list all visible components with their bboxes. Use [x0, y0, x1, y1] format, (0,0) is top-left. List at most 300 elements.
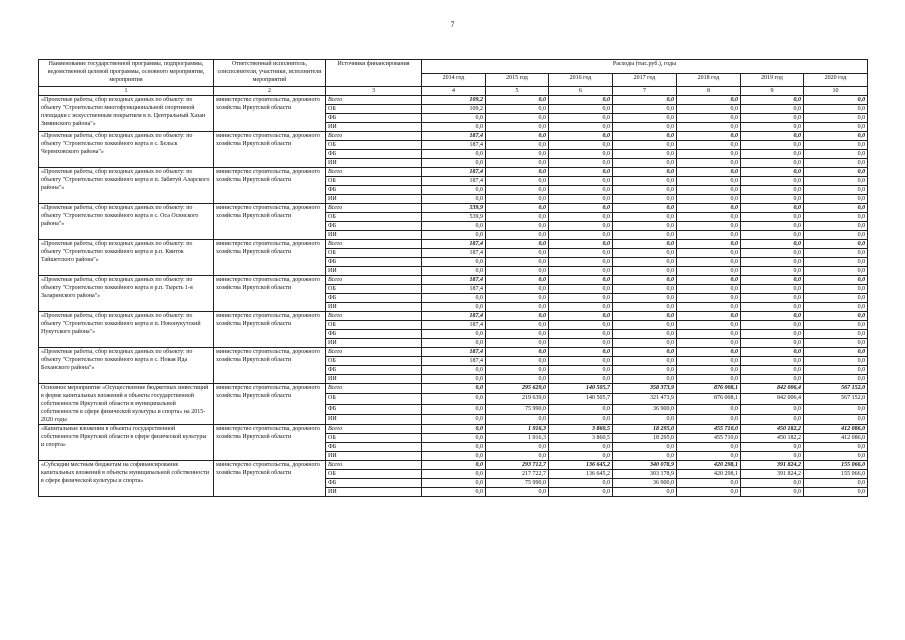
expense-value: 0,0: [677, 330, 741, 339]
column-number: 5: [486, 87, 549, 96]
expense-value: 0,0: [741, 213, 804, 222]
table-row: [39, 461, 868, 470]
header-year: 2016 год: [549, 74, 613, 87]
measure-name: «Проектные работы, сбор исходных данных по объекту: по объекту "Строительство хоккейного корта в р.п. Тырєть 1-я Заларинского района"»: [39, 276, 214, 312]
expense-value: 0,0: [549, 303, 613, 312]
expense-value: 0,0: [486, 375, 549, 384]
expense-value: 0,0: [741, 249, 804, 258]
funding-source: ОБ: [326, 213, 422, 222]
expense-value: 0,0: [549, 213, 613, 222]
expense-value: 0,0: [549, 339, 613, 348]
expense-value: 0,0: [613, 452, 677, 461]
expense-value: 3 860,5: [549, 425, 613, 434]
expense-value: 0,0: [486, 123, 549, 132]
responsible-executor: министерство строительства, дорожного хозяйства Иркутской области: [214, 348, 326, 384]
expense-value: 0,0: [804, 222, 868, 231]
expense-value: 0,0: [741, 294, 804, 303]
expense-value: 0,0: [549, 177, 613, 186]
expense-value: 0,0: [549, 231, 613, 240]
funding-source: ОБ: [326, 321, 422, 330]
expense-value: 0,0: [422, 258, 486, 267]
expense-value: 0,0: [741, 443, 804, 452]
expense-value: 0,0: [677, 186, 741, 195]
expense-value: 0,0: [486, 366, 549, 375]
expense-value: 0,0: [486, 132, 549, 141]
expense-value: 109,2: [422, 96, 486, 105]
expense-value: 0,0: [613, 488, 677, 497]
expense-value: 0,0: [741, 330, 804, 339]
expense-value: 358 373,9: [613, 384, 677, 394]
funding-source: Всего: [326, 461, 422, 470]
expense-value: 0,0: [422, 231, 486, 240]
expense-value: 0,0: [804, 375, 868, 384]
funding-source: ИИ: [326, 488, 422, 497]
expense-value: 0,0: [741, 114, 804, 123]
expense-value: 0,0: [677, 240, 741, 249]
expense-value: 0,0: [486, 312, 549, 321]
expense-value: 0,0: [549, 258, 613, 267]
responsible-executor: министерство строительства, дорожного хозяйства Иркутской области: [214, 425, 326, 461]
expense-value: 0,0: [613, 366, 677, 375]
responsible-executor: министерство строительства, дорожного хозяйства Иркутской области: [214, 204, 326, 240]
responsible-executor: министерство строительства, дорожного хозяйства Иркутской области: [214, 461, 326, 497]
expense-value: 0,0: [486, 303, 549, 312]
expense-value: 0,0: [486, 285, 549, 294]
expense-value: 0,0: [677, 132, 741, 141]
expense-value: 0,0: [613, 222, 677, 231]
expense-value: 391 824,2: [741, 461, 804, 470]
table-row: [39, 168, 868, 177]
column-number: 7: [613, 87, 677, 96]
expense-value: 0,0: [804, 303, 868, 312]
expense-value: 0,0: [677, 303, 741, 312]
expense-value: 18 295,0: [613, 434, 677, 443]
expense-value: 0,0: [677, 339, 741, 348]
funding-source: Всего: [326, 312, 422, 321]
column-number: 8: [677, 87, 741, 96]
column-number: 6: [549, 87, 613, 96]
expense-value: 0,0: [741, 141, 804, 150]
expense-value: 420 298,1: [677, 461, 741, 470]
expense-value: 0,0: [741, 285, 804, 294]
expense-value: 0,0: [549, 168, 613, 177]
expense-value: 0,0: [613, 258, 677, 267]
expense-value: 0,0: [804, 96, 868, 105]
expense-value: 1 916,3: [486, 434, 549, 443]
expense-value: 0,0: [549, 195, 613, 204]
expense-value: 0,0: [804, 177, 868, 186]
expense-value: 0,0: [677, 404, 741, 414]
expense-value: 187,4: [422, 249, 486, 258]
funding-source: ФБ: [326, 150, 422, 159]
funding-source: ОБ: [326, 434, 422, 443]
table-row: [39, 348, 868, 357]
expense-value: 187,4: [422, 132, 486, 141]
table-row: [39, 425, 868, 434]
expense-value: 0,0: [804, 488, 868, 497]
expense-value: 0,0: [741, 96, 804, 105]
expense-value: 876 008,1: [677, 384, 741, 394]
header-year: 2014 год: [422, 74, 486, 87]
expense-value: 0,0: [804, 330, 868, 339]
expense-value: 0,0: [677, 285, 741, 294]
expense-value: 842 006,4: [741, 384, 804, 394]
funding-source: Всего: [326, 240, 422, 249]
expense-value: 0,0: [677, 231, 741, 240]
responsible-executor: министерство строительства, дорожного хозяйства Иркутской области: [214, 132, 326, 168]
expense-value: 455 710,0: [677, 425, 741, 434]
table-row: [39, 240, 868, 249]
expense-value: 0,0: [677, 267, 741, 276]
funding-source: ФБ: [326, 330, 422, 339]
expense-value: 0,0: [804, 132, 868, 141]
expense-value: 0,0: [677, 195, 741, 204]
responsible-executor: министерство строительства, дорожного хозяйства Иркутской области: [214, 240, 326, 276]
expense-value: 420 298,1: [677, 470, 741, 479]
expense-value: 0,0: [613, 195, 677, 204]
expense-value: 0,0: [613, 414, 677, 424]
expense-value: 187,4: [422, 312, 486, 321]
expense-value: 0,0: [422, 150, 486, 159]
funding-source: ИИ: [326, 231, 422, 240]
expense-value: 0,0: [613, 303, 677, 312]
expense-value: 0,0: [486, 294, 549, 303]
expense-value: 0,0: [422, 375, 486, 384]
expense-value: 0,0: [804, 213, 868, 222]
funding-source: ИИ: [326, 123, 422, 132]
column-numbers-row: [39, 87, 868, 96]
expense-value: 0,0: [804, 186, 868, 195]
expense-value: 0,0: [741, 105, 804, 114]
expense-value: 0,0: [549, 294, 613, 303]
expense-value: 219 639,0: [486, 394, 549, 404]
expense-value: 0,0: [741, 123, 804, 132]
funding-source: ИИ: [326, 159, 422, 168]
expense-value: 0,0: [422, 114, 486, 123]
expense-value: 0,0: [677, 249, 741, 258]
expense-value: 0,0: [677, 159, 741, 168]
expense-value: 0,0: [422, 461, 486, 470]
expense-value: 0,0: [613, 105, 677, 114]
expense-value: 0,0: [549, 105, 613, 114]
expense-value: 0,0: [549, 285, 613, 294]
expense-value: 0,0: [422, 195, 486, 204]
column-number: 3: [326, 87, 422, 96]
expense-value: 0,0: [804, 267, 868, 276]
expense-value: 0,0: [422, 267, 486, 276]
expense-value: 0,0: [804, 123, 868, 132]
expense-value: 0,0: [804, 414, 868, 424]
expense-value: 0,0: [613, 204, 677, 213]
funding-source: ФБ: [326, 258, 422, 267]
expense-value: 0,0: [549, 404, 613, 414]
expenditure-table: [38, 59, 868, 497]
expense-value: 0,0: [613, 249, 677, 258]
header-expenses: Расходы (тыс.руб.), годы: [422, 60, 868, 74]
expense-value: 567 152,0: [804, 384, 868, 394]
expense-value: 0,0: [804, 452, 868, 461]
header-year: 2017 год: [613, 74, 677, 87]
funding-source: ОБ: [326, 177, 422, 186]
expense-value: 0,0: [677, 177, 741, 186]
expense-value: 0,0: [486, 357, 549, 366]
expense-value: 0,0: [677, 414, 741, 424]
expense-value: 0,0: [804, 404, 868, 414]
expense-value: 0,0: [804, 339, 868, 348]
expense-value: 0,0: [549, 141, 613, 150]
expense-value: 217 722,7: [486, 470, 549, 479]
expense-value: 0,0: [422, 303, 486, 312]
expense-value: 0,0: [613, 240, 677, 249]
expense-value: 155 066,0: [804, 461, 868, 470]
funding-source: ИИ: [326, 375, 422, 384]
expense-value: 0,0: [677, 348, 741, 357]
funding-source: ФБ: [326, 404, 422, 414]
expense-value: 0,0: [613, 443, 677, 452]
table-row: [39, 96, 868, 105]
funding-source: ИИ: [326, 339, 422, 348]
funding-source: ИИ: [326, 414, 422, 424]
expense-value: 0,0: [486, 267, 549, 276]
funding-source: ИИ: [326, 452, 422, 461]
expense-value: 412 086,0: [804, 434, 868, 443]
measure-name: «Проектные работы, сбор исходных данных по объекту: по объекту "Строительство многофункциональной спортивной площадки с искусственным покрытием в п. Центральный Хазан Зиминского района"»: [39, 96, 214, 132]
expense-value: 0,0: [486, 488, 549, 497]
expense-value: 0,0: [422, 123, 486, 132]
expense-value: 0,0: [741, 414, 804, 424]
expense-value: 0,0: [677, 479, 741, 488]
measure-name: «Проектные работы, сбор исходных данных по объекту: по объекту "Строительство хоккейного корта в п. Забитуй Аларского района"»: [39, 168, 214, 204]
expense-value: 0,0: [741, 366, 804, 375]
expense-value: 0,0: [804, 249, 868, 258]
expense-value: 0,0: [486, 339, 549, 348]
expense-value: 0,0: [677, 150, 741, 159]
table-row: [39, 132, 868, 141]
expense-value: 0,0: [422, 414, 486, 424]
expense-value: 0,0: [677, 105, 741, 114]
measure-name: «Проектные работы, сбор исходных данных по объекту: по объекту "Строительство хоккейного корта в п. Новонукутский Нукутского района"»: [39, 312, 214, 348]
expense-value: 450 182,2: [741, 425, 804, 434]
expense-value: 0,0: [486, 240, 549, 249]
header-responsible: Ответственный исполнитель, соисполнители, участники, исполнители мероприятий: [214, 60, 326, 87]
expense-value: 0,0: [486, 276, 549, 285]
measure-name: «Капитальные вложения в объекты государственной собственности Иркутской области в сфере физической культуры и спорта»: [39, 425, 214, 461]
expense-value: 0,0: [804, 294, 868, 303]
expense-value: 0,0: [613, 186, 677, 195]
expense-value: 0,0: [422, 330, 486, 339]
funding-source: Всего: [326, 96, 422, 105]
expense-value: 293 712,7: [486, 461, 549, 470]
expense-value: 0,0: [549, 186, 613, 195]
expense-value: 0,0: [741, 348, 804, 357]
expense-value: 0,0: [613, 267, 677, 276]
expense-value: 0,0: [613, 168, 677, 177]
expense-value: 0,0: [422, 479, 486, 488]
expense-value: 0,0: [741, 195, 804, 204]
expense-value: 0,0: [741, 258, 804, 267]
expense-value: 0,0: [804, 105, 868, 114]
expense-value: 0,0: [422, 222, 486, 231]
expense-value: 0,0: [613, 150, 677, 159]
funding-source: Всего: [326, 204, 422, 213]
expense-value: 0,0: [549, 452, 613, 461]
expense-value: 0,0: [549, 348, 613, 357]
expense-value: 0,0: [549, 375, 613, 384]
expense-value: 0,0: [486, 321, 549, 330]
expense-value: 0,0: [549, 204, 613, 213]
table-row: [39, 204, 868, 213]
expense-value: 75 990,0: [486, 479, 549, 488]
column-number: 9: [741, 87, 804, 96]
funding-source: ОБ: [326, 357, 422, 366]
expense-value: 0,0: [422, 443, 486, 452]
table-row: [39, 384, 868, 394]
expense-value: 187,4: [422, 357, 486, 366]
expense-value: 0,0: [613, 285, 677, 294]
expense-value: 0,0: [677, 488, 741, 497]
expense-value: 295 629,0: [486, 384, 549, 394]
expense-value: 187,4: [422, 276, 486, 285]
expense-value: 539,9: [422, 204, 486, 213]
expense-value: 303 178,9: [613, 470, 677, 479]
expense-value: 0,0: [486, 177, 549, 186]
funding-source: ОБ: [326, 470, 422, 479]
header-funding-source: Источники финансирования: [326, 60, 422, 87]
column-number: 10: [804, 87, 868, 96]
expense-value: 0,0: [613, 177, 677, 186]
expense-value: 0,0: [804, 348, 868, 357]
expense-value: 3 860,5: [549, 434, 613, 443]
expense-value: 0,0: [422, 434, 486, 443]
expense-value: 0,0: [486, 141, 549, 150]
expense-value: 0,0: [613, 213, 677, 222]
expense-value: 0,0: [486, 114, 549, 123]
expense-value: 0,0: [804, 204, 868, 213]
expense-value: 0,0: [804, 321, 868, 330]
expense-value: 0,0: [613, 231, 677, 240]
expense-value: 0,0: [549, 414, 613, 424]
expense-value: 0,0: [741, 339, 804, 348]
expense-value: 0,0: [741, 186, 804, 195]
responsible-executor: министерство строительства, дорожного хозяйства Иркутской области: [214, 168, 326, 204]
expense-value: 0,0: [549, 276, 613, 285]
funding-source: ОБ: [326, 249, 422, 258]
expense-value: 0,0: [804, 159, 868, 168]
expense-value: 0,0: [422, 294, 486, 303]
expense-value: 450 182,2: [741, 434, 804, 443]
expense-value: 0,0: [549, 479, 613, 488]
expense-value: 0,0: [486, 443, 549, 452]
expense-value: 0,0: [613, 132, 677, 141]
expense-value: 0,0: [677, 276, 741, 285]
expense-value: 0,0: [613, 357, 677, 366]
expense-value: 187,4: [422, 240, 486, 249]
funding-source: Всего: [326, 384, 422, 394]
expense-value: 0,0: [549, 357, 613, 366]
expense-value: 0,0: [804, 150, 868, 159]
expense-value: 0,0: [422, 366, 486, 375]
expense-value: 567 152,0: [804, 394, 868, 404]
expense-value: 0,0: [613, 114, 677, 123]
expense-value: 0,0: [486, 105, 549, 114]
expense-value: 539,9: [422, 213, 486, 222]
expense-value: 0,0: [804, 258, 868, 267]
expense-value: 0,0: [804, 443, 868, 452]
expense-value: 136 645,2: [549, 461, 613, 470]
column-number: 2: [214, 87, 326, 96]
expense-value: 155 066,0: [804, 470, 868, 479]
expense-value: 0,0: [422, 425, 486, 434]
expense-value: 0,0: [613, 276, 677, 285]
expense-value: 109,2: [422, 105, 486, 114]
expense-value: 0,0: [804, 479, 868, 488]
expense-value: 0,0: [677, 443, 741, 452]
expense-value: 0,0: [486, 231, 549, 240]
expense-value: 0,0: [804, 195, 868, 204]
expense-value: 0,0: [741, 177, 804, 186]
expense-value: 187,4: [422, 168, 486, 177]
expense-value: 0,0: [613, 330, 677, 339]
expense-value: 0,0: [613, 339, 677, 348]
expense-value: 0,0: [486, 213, 549, 222]
expense-value: 0,0: [804, 168, 868, 177]
expense-value: 0,0: [677, 123, 741, 132]
expense-value: 0,0: [422, 470, 486, 479]
expense-value: 0,0: [677, 258, 741, 267]
expense-value: 0,0: [549, 123, 613, 132]
expense-value: 0,0: [741, 222, 804, 231]
expense-value: 0,0: [613, 312, 677, 321]
expense-value: 0,0: [486, 452, 549, 461]
funding-source: Всего: [326, 132, 422, 141]
expense-value: 0,0: [613, 321, 677, 330]
measure-name: «Проектные работы, сбор исходных данных по объекту: по объекту "Строительство хоккейного корта в с. Новая Ида Боханского района"»: [39, 348, 214, 384]
expense-value: 0,0: [613, 123, 677, 132]
table-row: [39, 312, 868, 321]
expense-value: 0,0: [422, 452, 486, 461]
expense-value: 0,0: [741, 375, 804, 384]
expense-value: 340 078,9: [613, 461, 677, 470]
expense-value: 0,0: [549, 443, 613, 452]
expense-value: 321 473,9: [613, 394, 677, 404]
funding-source: ФБ: [326, 294, 422, 303]
funding-source: Всего: [326, 425, 422, 434]
expense-value: 0,0: [486, 414, 549, 424]
expense-value: 0,0: [486, 330, 549, 339]
expense-value: 0,0: [677, 375, 741, 384]
expense-value: 0,0: [549, 249, 613, 258]
expense-value: 0,0: [549, 96, 613, 105]
expense-value: 0,0: [741, 479, 804, 488]
funding-source: ОБ: [326, 394, 422, 404]
expense-value: 391 824,2: [741, 470, 804, 479]
expense-value: 0,0: [677, 321, 741, 330]
expense-value: 0,0: [677, 96, 741, 105]
expense-value: 0,0: [741, 150, 804, 159]
header-year: 2020 год: [804, 74, 868, 87]
funding-source: ФБ: [326, 186, 422, 195]
expense-value: 0,0: [677, 141, 741, 150]
expense-value: 0,0: [613, 96, 677, 105]
expense-value: 0,0: [549, 330, 613, 339]
expense-value: 0,0: [613, 348, 677, 357]
expense-value: 1 916,3: [486, 425, 549, 434]
expense-value: 0,0: [677, 312, 741, 321]
expense-value: 0,0: [486, 159, 549, 168]
expense-value: 0,0: [422, 339, 486, 348]
expense-value: 140 505,7: [549, 384, 613, 394]
expense-value: 0,0: [677, 114, 741, 123]
